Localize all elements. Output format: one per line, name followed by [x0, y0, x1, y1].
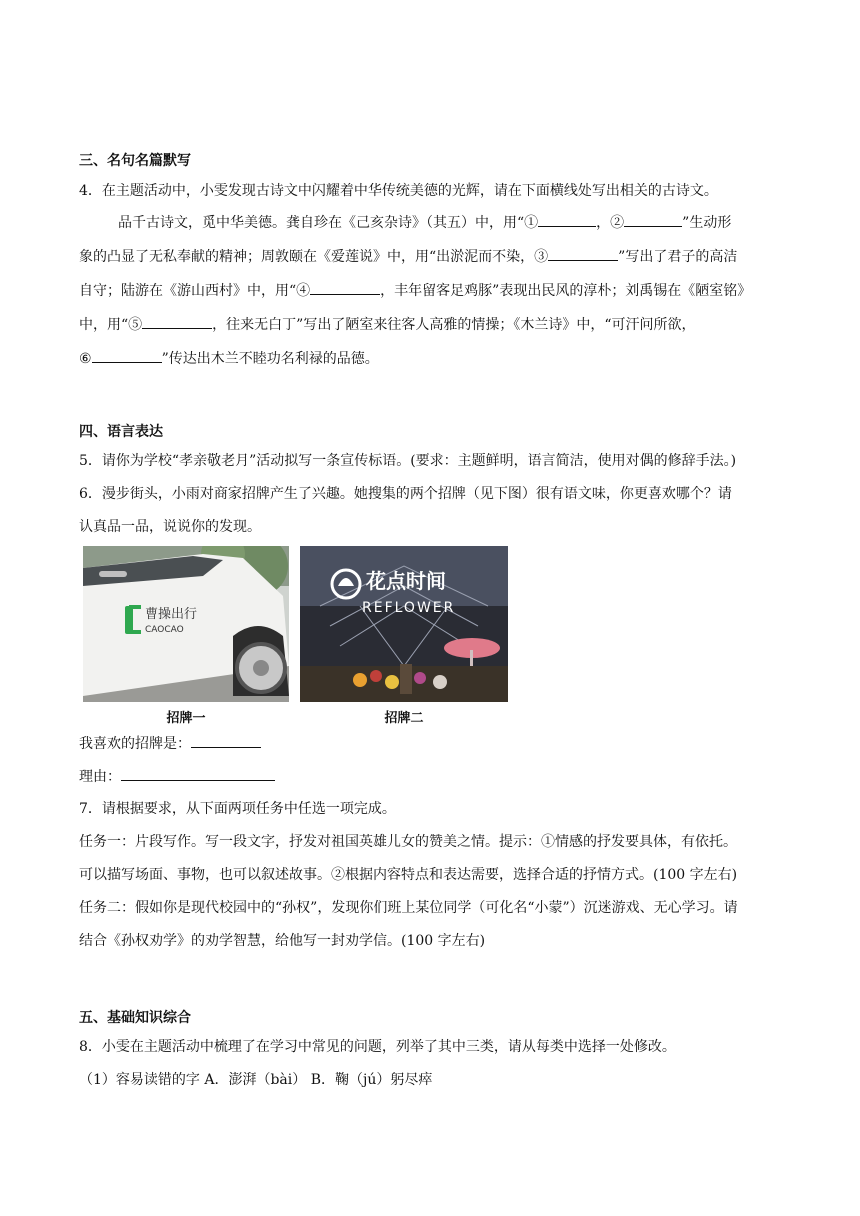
task-two-line-1: 任务二：假如你是现代校园中的“孙权”，发现你们班上某位同学（可化名“小蒙”）沉迷游戏、无心学习。请 — [79, 900, 738, 916]
favorite-sign-blank[interactable] — [191, 733, 261, 748]
task-one-line-2: 可以描写场面、事物，也可以叙述故事。②根据内容特点和表达需要，选择合适的抒情方式。(100 字左右) — [79, 867, 738, 883]
favorite-sign-line: 我喜欢的招牌是： — [79, 733, 261, 754]
sign-one-brand-cn: 曹操出行 — [145, 607, 198, 622]
question-8: 8．小雯在主题活动中梳理了在学习中常见的问题，列举了其中三类，请从每类中选择一处修改。 — [79, 1039, 676, 1055]
section5-heading: 五、基础知识综合 — [79, 1010, 191, 1026]
question-6-line-1: 6．漫步街头，小雨对商家招牌产生了兴趣。她搜集的两个招牌（见下图）很有语文味，你更喜欢哪个？请 — [79, 486, 732, 502]
question-5: 5．请你为学校“孝亲敬老月”活动拟写一条宣传标语。(要求：主题鲜明，语言简洁，使用对偶的修辞手法。) — [79, 453, 737, 469]
question-4: 4．在主题活动中，小雯发现古诗文中闪耀着中华传统美德的光辉，请在下面横线处写出相关的古诗文。 — [79, 183, 718, 199]
q4-paragraph-line-3: 自守；陆游在《游山西村》中，用“④ ，丰年留客足鸡豚”表现出民风的淳朴；刘禹锡在《陋室铭》 — [79, 280, 751, 301]
question-7: 7．请根据要求，从下面两项任务中任选一项完成。 — [79, 801, 396, 817]
q4-paragraph-line-5: ⑥ ”传达出木兰不睦功名利禄的品德。 — [79, 348, 379, 369]
q4-paragraph-line-2: 象的凸显了无私奉献的精神；周敦颐在《爱莲说》中，用“出淤泥而不染，③ ”写出了君子的高洁 — [79, 246, 737, 267]
blank-3[interactable] — [548, 246, 618, 261]
blank-4[interactable] — [310, 280, 380, 295]
task-one-line-1: 任务一：片段写作。写一段文字，抒发对祖国英雄儿女的赞美之情。提示：①情感的抒发要具体，有依托。 — [79, 834, 737, 850]
q4-paragraph-line-1: 品千古诗文，觅中华美德。龚自珍在《己亥杂诗》（其五）中，用“① ，② ”生动形 — [118, 212, 731, 233]
reason-blank[interactable] — [121, 766, 275, 781]
question-8-item-1: （1）容易读错的字 A．澎湃（bài） B．鞠（jú）躬尽瘁 — [79, 1072, 433, 1088]
sign-two-brand-en: REFLOWER — [362, 600, 456, 616]
reason-line: 理由： — [79, 766, 275, 787]
section4-heading: 四、语言表达 — [79, 424, 163, 440]
blank-5[interactable] — [142, 314, 212, 329]
task-two-line-2: 结合《孙权劝学》的劝学智慧，给他写一封劝学信。(100 字左右) — [79, 933, 486, 949]
section3-heading: 三、名句名篇默写 — [79, 153, 191, 169]
sign-two-brand-cn: 花点时间 — [366, 569, 446, 593]
sign-two-photo — [300, 546, 508, 702]
sign-two-caption: 招牌二 — [384, 711, 424, 726]
sign-one-caption: 招牌一 — [166, 711, 206, 726]
q4-paragraph-line-4: 中，用“⑤ ，往来无白丁”写出了陋室来往客人高雅的情操；《木兰诗》中，“可汗问所欲， — [79, 314, 695, 335]
question-6-line-2: 认真品一品，说说你的发现。 — [79, 519, 261, 535]
blank-1[interactable] — [538, 212, 596, 227]
sign-one-photo — [83, 546, 289, 702]
blank-6[interactable] — [92, 348, 162, 363]
sign-one-brand-en: CAOCAO — [145, 625, 184, 635]
blank-2[interactable] — [624, 212, 682, 227]
